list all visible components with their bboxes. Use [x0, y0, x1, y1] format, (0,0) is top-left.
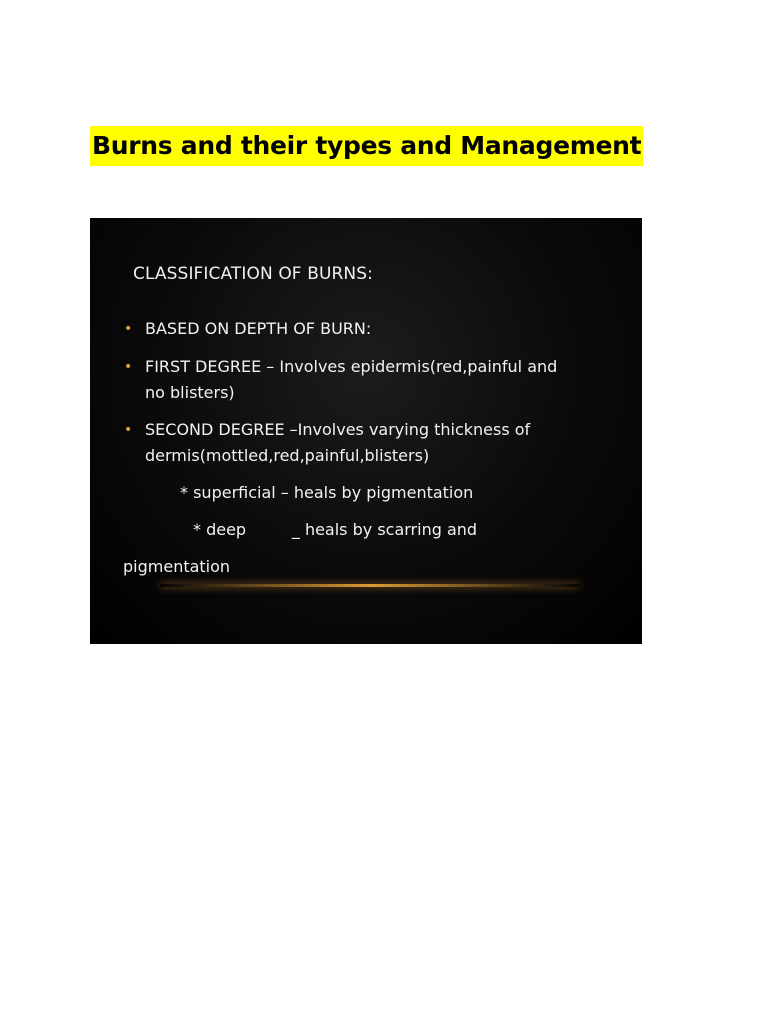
document-title: Burns and their types and Management	[90, 126, 643, 166]
bullet-marker-icon: •	[124, 321, 133, 337]
bullet-item	[124, 316, 624, 342]
bullet-text: SECOND DEGREE –Involves varying thickness of dermis(mottled,red,painful,blisters)	[145, 420, 531, 465]
bullet-marker-icon: •	[124, 422, 133, 438]
sub-point-deep: * deep _ heals by scarring and	[193, 520, 478, 539]
sub-point-continuation: pigmentation	[123, 557, 231, 576]
bullet-text: BASED ON DEPTH OF BURN:	[145, 319, 372, 338]
slide-heading: CLASSIFICATION OF BURNS:	[133, 264, 373, 284]
sub-point-superficial: * superficial – heals by pigmentation	[180, 483, 474, 502]
bullet-item	[124, 417, 624, 469]
accent-glow-divider	[160, 584, 580, 587]
slide-image	[90, 218, 642, 644]
bullet-marker-icon: •	[124, 359, 133, 375]
bullet-item	[124, 354, 624, 406]
bullet-text: FIRST DEGREE – Involves epidermis(red,painful and no blisters)	[145, 357, 558, 402]
